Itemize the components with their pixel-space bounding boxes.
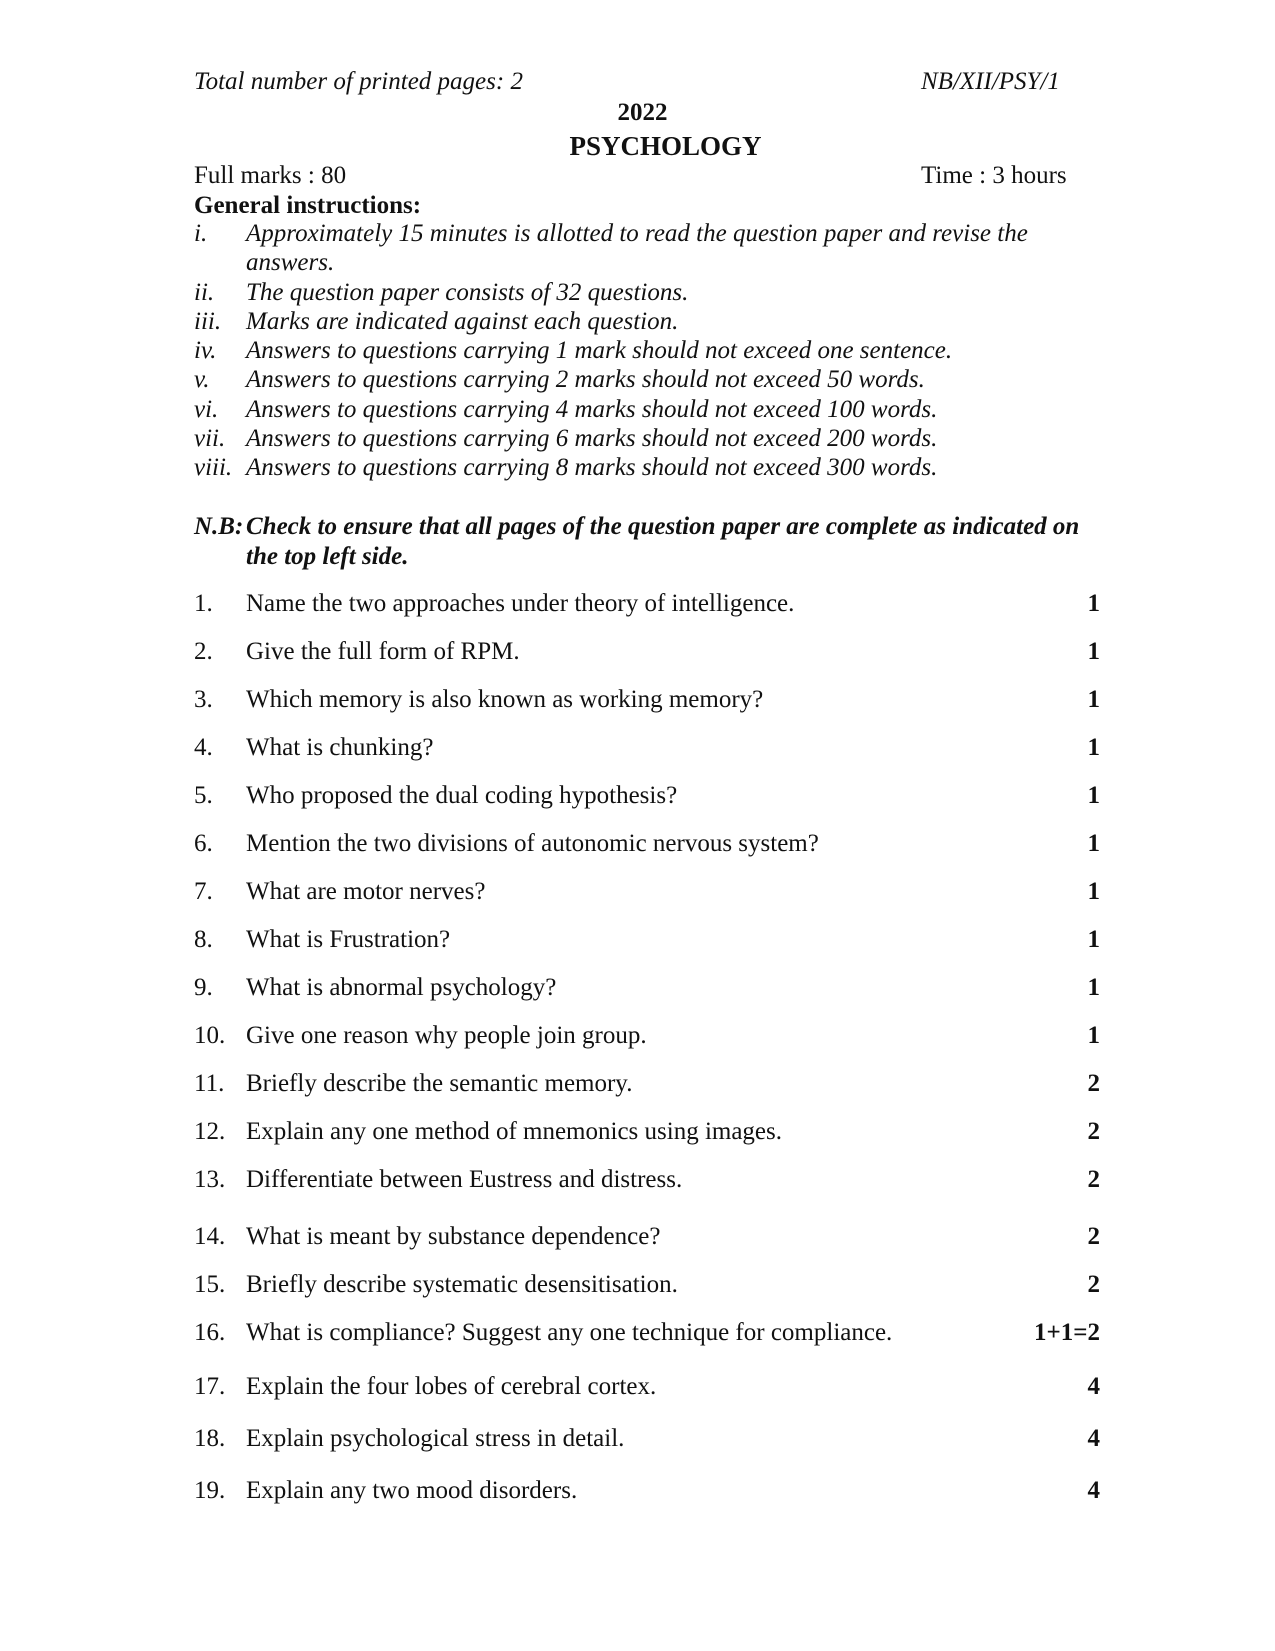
question-number: 15. (194, 1271, 226, 1298)
question-marks: 2 (1087, 1271, 1100, 1298)
general-instructions-title: General instructions: (194, 192, 422, 219)
question-marks: 1 (1087, 926, 1100, 953)
question-row (194, 1317, 1100, 1349)
question-row (194, 1221, 1100, 1253)
question-number: 1. (194, 590, 213, 617)
question-row (194, 1020, 1100, 1052)
question-text: Which memory is also known as working memory? (246, 686, 764, 713)
question-row (194, 588, 1100, 620)
question-text: What is abnormal psychology? (246, 974, 557, 1001)
question-number: 19. (194, 1477, 226, 1504)
paper-code: NB/XII/PSY/1 (921, 68, 1060, 95)
instruction-text: Answers to questions carrying 2 marks should not exceed 50 words. (246, 366, 925, 394)
instruction-text: Answers to questions carrying 6 marks should not exceed 200 words. (246, 425, 938, 453)
instruction-number: ii. (194, 278, 215, 306)
question-number: 6. (194, 830, 213, 857)
question-marks: 1 (1087, 590, 1100, 617)
question-marks: 2 (1087, 1166, 1100, 1193)
question-marks: 1 (1087, 638, 1100, 665)
question-row (194, 1164, 1100, 1196)
question-number: 18. (194, 1425, 226, 1452)
question-number: 12. (194, 1118, 226, 1145)
instruction-number: viii. (194, 454, 233, 482)
question-number: 11. (194, 1070, 225, 1097)
question-text: Differentiate between Eustress and distress. (246, 1166, 683, 1193)
question-number: 4. (194, 734, 213, 761)
question-row (194, 1116, 1100, 1148)
instruction-number: v. (194, 366, 210, 394)
question-marks: 1 (1087, 878, 1100, 905)
question-text: Give the full form of RPM. (246, 638, 520, 665)
question-text: What are motor nerves? (246, 878, 486, 905)
nb-line-2: the top left side. (246, 542, 409, 570)
question-row (194, 684, 1100, 716)
instruction-text: Answers to questions carrying 4 marks should not exceed 100 words. (246, 395, 938, 423)
question-text: Mention the two divisions of autonomic nervous system? (246, 830, 819, 857)
question-marks: 1+1=2 (1034, 1319, 1100, 1346)
exam-year-text: 2022 (617, 99, 668, 126)
question-marks: 4 (1087, 1373, 1100, 1400)
question-number: 10. (194, 1022, 226, 1049)
question-text: Briefly describe systematic desensitisation. (246, 1271, 678, 1298)
question-marks: 4 (1087, 1425, 1100, 1452)
question-marks: 1 (1087, 974, 1100, 1001)
question-marks: 1 (1087, 1022, 1100, 1049)
question-marks: 2 (1087, 1223, 1100, 1250)
full-marks: Full marks : 80 (194, 162, 347, 189)
question-row (194, 1475, 1100, 1507)
question-text: Explain any two mood disorders. (246, 1477, 578, 1504)
question-marks: 4 (1087, 1477, 1100, 1504)
question-marks: 1 (1087, 734, 1100, 761)
question-marks: 1 (1087, 830, 1100, 857)
question-marks: 1 (1087, 782, 1100, 809)
instruction-number: iii. (194, 307, 222, 335)
instruction-number: iv. (194, 337, 217, 365)
question-number: 8. (194, 926, 213, 953)
question-row (194, 1269, 1100, 1301)
instruction-text: Approximately 15 minutes is allotted to read the question paper and revise the answers. (246, 220, 1028, 277)
question-number: 5. (194, 782, 213, 809)
question-number: 13. (194, 1166, 226, 1193)
question-number: 17. (194, 1373, 226, 1400)
question-row (194, 1423, 1100, 1455)
question-row (194, 780, 1100, 812)
question-text: Explain any one method of mnemonics using images. (246, 1118, 783, 1145)
instruction-number: i. (194, 220, 208, 247)
instruction-number: vii. (194, 425, 226, 453)
question-marks: 2 (1087, 1070, 1100, 1097)
nb-line-1: Check to ensure that all pages of the question paper are complete as indicated on (246, 513, 1080, 540)
question-row (194, 1371, 1100, 1403)
question-row (194, 1068, 1100, 1100)
question-text: Explain psychological stress in detail. (246, 1425, 625, 1452)
question-text: Who proposed the dual coding hypothesis? (246, 782, 678, 809)
instruction-text: The question paper consists of 32 questions. (246, 278, 689, 306)
nb-label: N.B: (194, 513, 244, 540)
question-text: What is chunking? (246, 734, 434, 761)
question-row (194, 828, 1100, 860)
question-number: 14. (194, 1223, 226, 1250)
question-number: 7. (194, 878, 213, 905)
question-number: 16. (194, 1319, 226, 1346)
question-number: 9. (194, 974, 213, 1001)
subject-title-text: PSYCHOLOGY (569, 131, 762, 161)
question-marks: 1 (1087, 686, 1100, 713)
question-text: What is compliance? Suggest any one technique for compliance. (246, 1319, 893, 1346)
instruction-text: Answers to questions carrying 1 mark should not exceed one sentence. (246, 337, 953, 365)
question-text: Explain the four lobes of cerebral cortex. (246, 1373, 657, 1400)
instruction-text: Answers to questions carrying 8 marks should not exceed 300 words. (246, 454, 938, 482)
question-row (194, 972, 1100, 1004)
question-text: Give one reason why people join group. (246, 1022, 647, 1049)
instruction-number: vi. (194, 395, 219, 423)
question-row (194, 924, 1100, 956)
question-number: 2. (194, 638, 213, 665)
printed-pages-note: Total number of printed pages: 2 (194, 68, 523, 95)
question-marks: 2 (1087, 1118, 1100, 1145)
exam-time: Time : 3 hours (921, 162, 1067, 189)
question-text: What is meant by substance dependence? (246, 1223, 661, 1250)
question-text: Name the two approaches under theory of intelligence. (246, 590, 795, 617)
question-row (194, 636, 1100, 668)
instruction-text: Marks are indicated against each question. (246, 307, 679, 335)
question-number: 3. (194, 686, 213, 713)
question-text: What is Frustration? (246, 926, 451, 953)
question-row (194, 732, 1100, 764)
question-text: Briefly describe the semantic memory. (246, 1070, 633, 1097)
question-row (194, 876, 1100, 908)
